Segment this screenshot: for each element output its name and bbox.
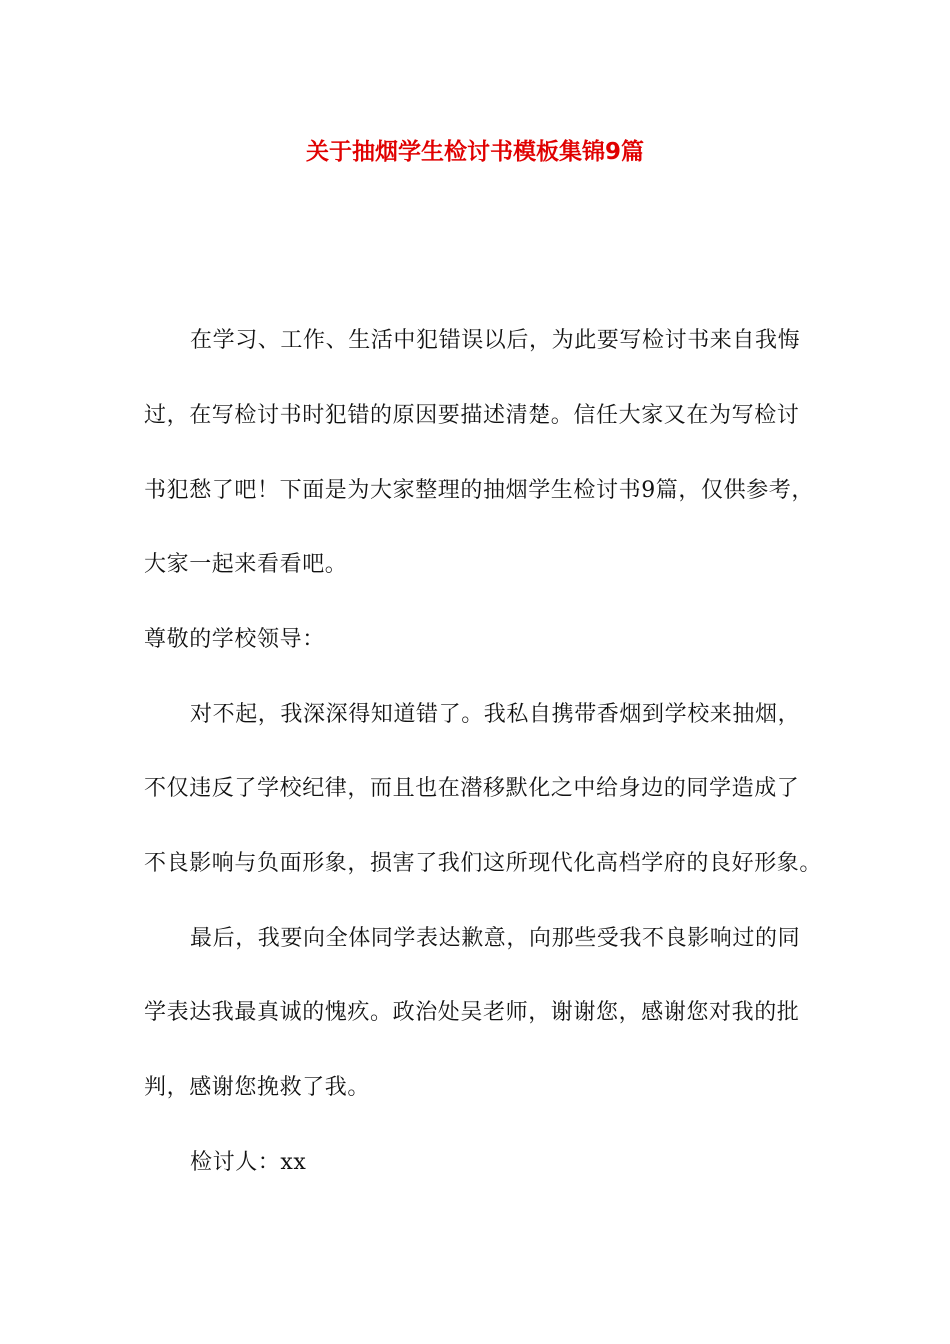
body-line-10: 学表达我最真诚的愧疚。政治处吴老师，谢谢您，感谢您对我的批 — [144, 1000, 800, 1025]
body-line-7: 不仅违反了学校纪律，而且也在潜移默化之中给身边的同学造成了 — [144, 776, 800, 801]
body-line-3: 书犯愁了吧！下面是为大家整理的抽烟学生检讨书9篇，仅供参考， — [144, 478, 814, 503]
body-line-11: 判，感谢您挽救了我。 — [144, 1075, 371, 1100]
body-line-8: 不良影响与负面形象，损害了我们这所现代化高档学府的良好形象。 — [144, 851, 823, 876]
salutation: 尊敬的学校领导： — [144, 627, 325, 652]
body-line-2: 过，在写检讨书时犯错的原因要描述清楚。信任大家又在为写检讨 — [144, 403, 800, 428]
signature-line: 检讨人：xx — [190, 1150, 307, 1175]
body-line-4: 大家一起来看看吧。 — [144, 552, 348, 577]
body-line-6: 对不起，我深深得知道错了。我私自携带香烟到学校来抽烟， — [190, 702, 801, 727]
document-title: 关于抽烟学生检讨书模板集锦9篇 — [305, 139, 644, 165]
body-line-1: 在学习、工作、生活中犯错误以后，为此要写检讨书来自我悔 — [190, 328, 801, 353]
body-line-9: 最后，我要向全体同学表达歉意，向那些受我不良影响过的同 — [190, 926, 801, 951]
